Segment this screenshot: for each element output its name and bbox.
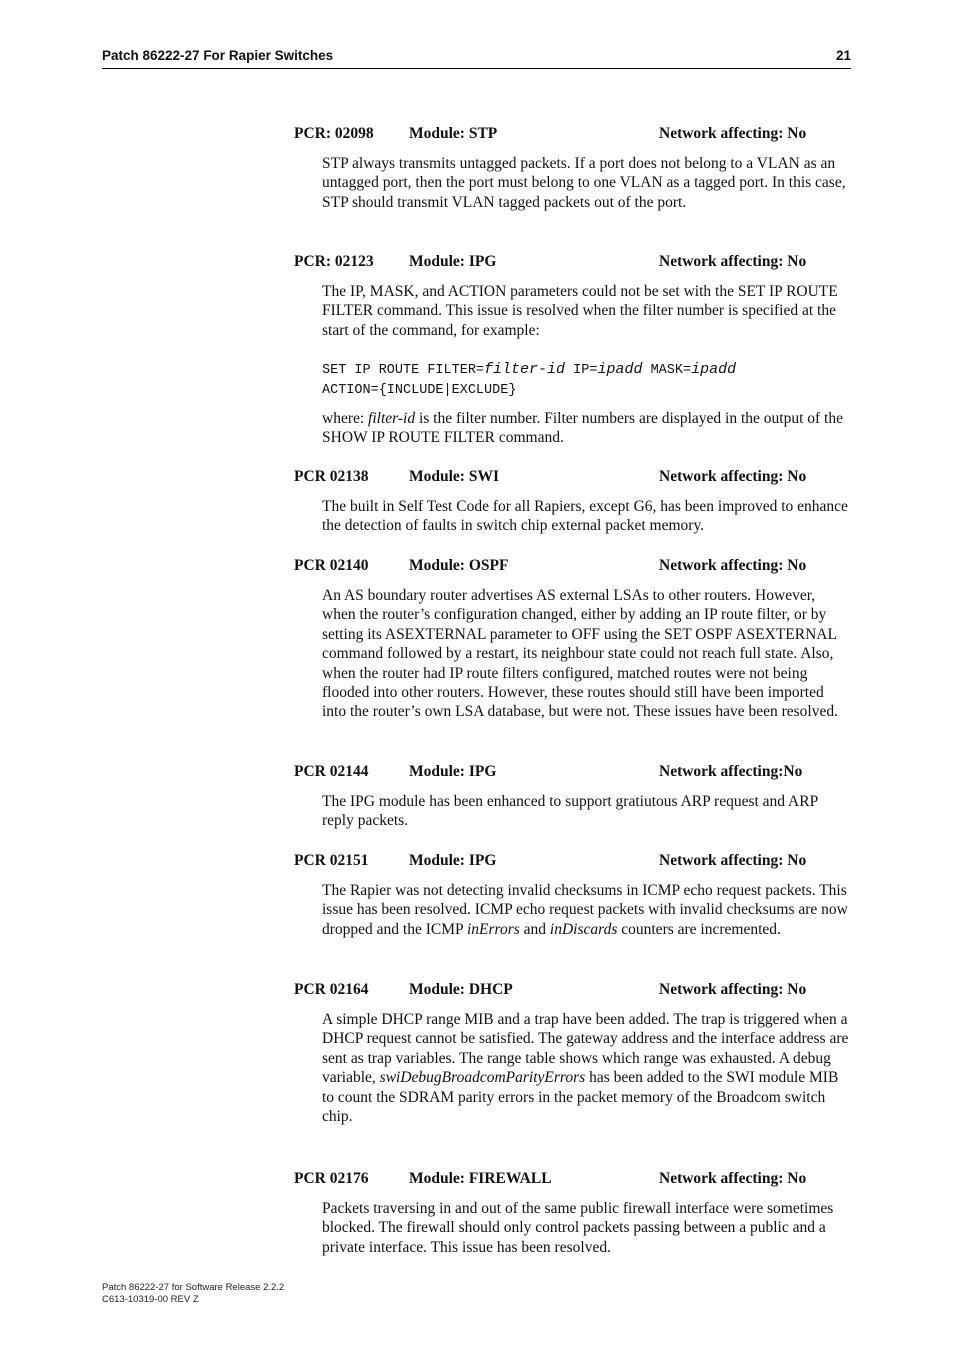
pcr-heading <box>294 1170 851 1190</box>
pcr-description <box>322 154 851 212</box>
pcr-id: PCR 02164 <box>294 981 369 998</box>
code-text: IP= <box>565 363 598 379</box>
command-line-1 <box>322 360 851 380</box>
body-text-part: has been added to the SWI module MIB to count the SDRAM parity errors in the packet memory of the Broadcom switch chip. <box>322 1069 839 1126</box>
code-variable: filter-id <box>484 361 566 379</box>
code-variable: ipadd <box>597 361 643 379</box>
pcr-module: Module: IPG <box>409 763 497 780</box>
pcr-description <box>322 586 851 722</box>
pcr-network-affecting: Network affecting:No <box>659 763 803 780</box>
pcr-heading <box>294 125 851 145</box>
where-term: filter-id <box>368 410 416 428</box>
pcr-description <box>322 1199 851 1257</box>
pcr-module: Module: IPG <box>409 852 497 869</box>
counter-name: inErrors <box>466 920 520 938</box>
pcr-description <box>322 792 851 831</box>
pcr-heading <box>294 981 851 1001</box>
body-text-part: and <box>519 920 550 938</box>
where-rest: is the filter number. Filter numbers are displayed in the output of the SHOW IP ROUTE FILTER command. <box>322 410 843 447</box>
pcr-network-affecting: Network affecting: No <box>659 852 807 869</box>
pcr-network-affecting: Network affecting: No <box>659 125 807 142</box>
pcr-description <box>322 497 851 536</box>
pcr-heading <box>294 557 851 577</box>
pcr-module: Module: OSPF <box>409 557 509 574</box>
code-text: SET IP ROUTE FILTER= <box>322 363 485 379</box>
pcr-id: PCR 02176 <box>294 1170 369 1187</box>
code-text: MASK= <box>642 363 692 379</box>
command-line-2: ACTION={INCLUDE|EXCLUDE} <box>322 382 517 398</box>
pcr-network-affecting: Network affecting: No <box>659 468 807 485</box>
pcr-module: Module: DHCP <box>409 981 513 998</box>
pcr-entry <box>294 125 851 212</box>
pcr-entry <box>294 852 851 939</box>
pcr-id: PCR 02151 <box>294 852 369 869</box>
body-text-part: A simple DHCP range MIB and a trap have been added. The trap is triggered when a DHCP request cannot be satisfied. The gateway address and the interface address are sent as trap variables. The range table shows which range was exhausted. A debug variable, <box>322 1011 849 1087</box>
pcr-body-text <box>322 881 851 939</box>
pcr-module: Module: IPG <box>409 253 497 270</box>
variable-name: swiDebugBroadcomParityErrors <box>379 1069 586 1087</box>
pcr-heading <box>294 852 851 872</box>
pcr-heading <box>294 468 851 488</box>
pcr-network-affecting: Network affecting: No <box>659 557 807 574</box>
pcr-heading <box>294 253 851 273</box>
pcr-id: PCR: 02123 <box>294 253 374 270</box>
pcr-entry <box>294 468 851 536</box>
pcr-id: PCR 02140 <box>294 557 369 574</box>
pcr-network-affecting: Network affecting: No <box>659 981 807 998</box>
counter-name: inDiscards <box>549 920 618 938</box>
pcr-body-text: The IPG module has been enhanced to support gratiutous ARP request and ARP reply packets. <box>322 793 818 830</box>
pcr-body-text: The IP, MASK, and ACTION parameters could not be set with the SET IP ROUTE FILTER command. This issue is resolved when the filter number is specified at the start of the command, for example: <box>322 283 838 339</box>
body-text-part: counters are incremented. <box>617 920 781 938</box>
footer-doc-id: C613-10319-00 REV Z <box>102 1293 199 1305</box>
pcr-module: Module: STP <box>409 125 498 142</box>
page-header <box>102 48 851 69</box>
code-variable: ipadd <box>691 361 737 379</box>
pcr-module: Module: SWI <box>409 468 499 485</box>
pcr-description <box>322 282 851 448</box>
pcr-body-text <box>322 1010 851 1126</box>
pcr-body-text: Packets traversing in and out of the same public firewall interface were sometimes blocked. The firewall should only control packets passing between a public and a private interface. This issue has been resolved. <box>322 1200 834 1256</box>
where-note <box>322 409 851 448</box>
pcr-body-text: STP always transmits untagged packets. If a port does not belong to a VLAN as an untagged port, then the port must belong to one VLAN as a tagged port. In this case, STP should transmit VLAN tagged packets out of the port. <box>322 155 846 211</box>
header-title: Patch 86222-27 For Rapier Switches <box>102 48 334 63</box>
pcr-entry <box>294 253 851 448</box>
pcr-entry <box>294 763 851 831</box>
pcr-heading <box>294 763 851 783</box>
body-text-part: The Rapier was not detecting invalid checksums in ICMP echo request packets. This issue has been resolved. ICMP echo request packets with invalid checksums are now dropped and the ICMP <box>322 882 848 938</box>
pcr-module: Module: FIREWALL <box>409 1170 552 1187</box>
page-number: 21 <box>835 48 851 63</box>
pcr-body-text: An AS boundary router advertises AS external LSAs to other routers. However, when the router’s configuration changed, either by adding an IP route filter, or by setting its ASEXTERNAL parameter to OFF using the SET OSPF ASEXTERNAL command followed by a restart, its neighbour state could not reach full state. Also, when the router had IP route filters configured, matched routes were not being flooded into other routers. However, these routes should still have been imported into the router’s own LSA database, but were not. These issues have been resolved. <box>322 587 838 721</box>
pcr-network-affecting: Network affecting: No <box>659 1170 807 1187</box>
command-example <box>322 360 851 400</box>
footer-release: Patch 86222-27 for Software Release 2.2.2 <box>102 1282 285 1293</box>
pcr-id: PCR 02138 <box>294 468 369 485</box>
pcr-entry <box>294 981 851 1126</box>
where-prefix: where: <box>322 410 369 428</box>
pcr-description <box>322 881 851 939</box>
pcr-entry <box>294 1170 851 1257</box>
pcr-id: PCR 02144 <box>294 763 369 780</box>
pcr-description <box>322 1010 851 1126</box>
pcr-body-text: The built in Self Test Code for all Rapiers, except G6, has been improved to enhance the detection of faults in switch chip external packet memory. <box>322 498 848 535</box>
pcr-network-affecting: Network affecting: No <box>659 253 807 270</box>
pcr-id: PCR: 02098 <box>294 125 374 142</box>
pcr-entry <box>294 557 851 722</box>
page-footer <box>102 1282 284 1305</box>
